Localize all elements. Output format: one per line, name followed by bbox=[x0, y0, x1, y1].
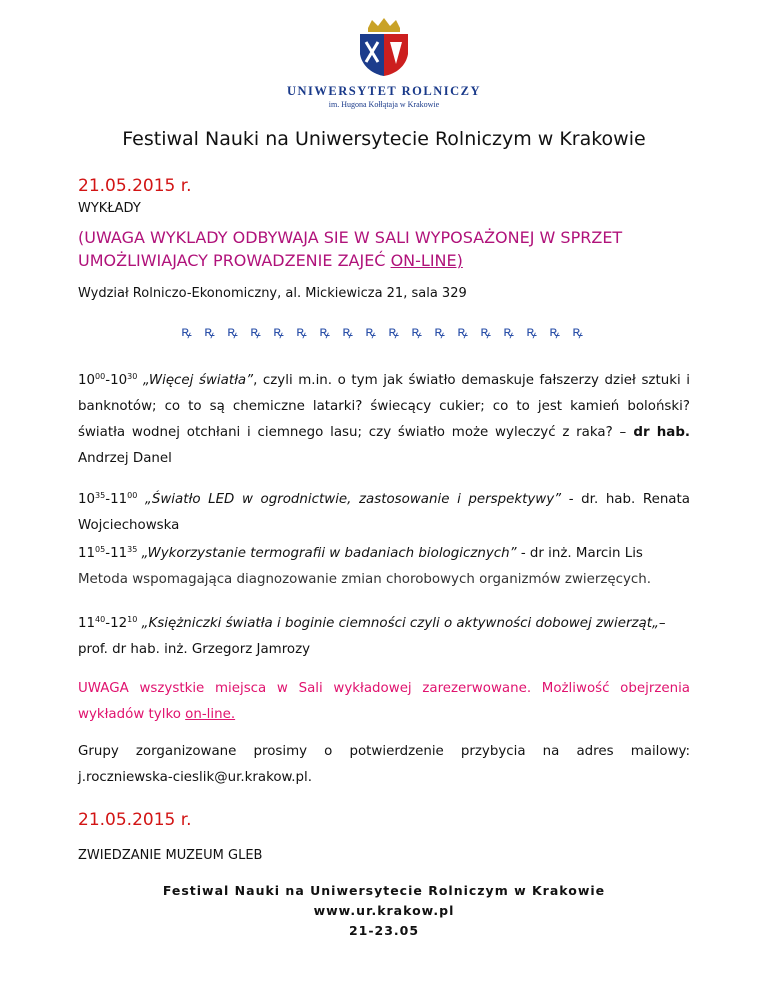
ornament-divider: ꝶ ꝶ ꝶ ꝶ ꝶ ꝶ ꝶ ꝶ ꝶ ꝶ ꝶ ꝶ ꝶ ꝶ ꝶ ꝶ ꝶ ꝶ bbox=[181, 324, 587, 340]
lecture-1 bbox=[78, 364, 690, 472]
notice-line1: (UWAGA WYKLADY ODBYWAJA SIE W SALI WYPOSAŻONEJ W SPRZET bbox=[78, 228, 623, 247]
reservation-warning bbox=[78, 676, 690, 728]
online-notice bbox=[78, 226, 690, 272]
university-name: UNIWERSYTET ROLNICZY bbox=[286, 84, 482, 98]
notice-online-link[interactable]: ON-LINE) bbox=[390, 251, 463, 270]
lecture-1-speaker: Andrzej Danel bbox=[78, 451, 172, 466]
notice-line2-prefix: UMOŻLIWIAJACY PROWADZENIE ZAJEĆ bbox=[78, 251, 391, 270]
lecture-3-speaker: dr inż. Marcin Lis bbox=[529, 546, 643, 561]
footer-dates: 21-23.05 bbox=[348, 923, 420, 938]
section2-date: 21.05.2015 r. bbox=[78, 810, 192, 830]
section1-category: WYKŁADY bbox=[78, 201, 141, 216]
lecture-4-title: „Księżniczki światła i boginie ciemności czyli o aktywności dobowej zwierząt„ bbox=[137, 616, 659, 631]
lecture-3: $11^{05}-11^{35}$ „Wykorzystanie termografii w badaniach biologicznych” - dr inż. Marcin Lis Metoda wspomagająca diagnozowanie zmian chorobowych organizmów zwierzęcych. bbox=[78, 537, 690, 593]
section1-date: 21.05.2015 r. bbox=[78, 176, 192, 196]
groups-email[interactable]: j.roczniewska-cieslik@ur.krakow.pl. bbox=[78, 770, 312, 785]
lecture-1-desc: , czyli m.in. o tym jak światło demaskuje fałszerzy dzieł sztuki i banknotów; co to są chemiczne latarki? świecący cukier; co to jest kamień boloński? światła wodnej otchłani i ciemnego lasu; czy światło może wyleczyć z raka? – bbox=[78, 373, 690, 440]
lecture-2: $10^{35}-11^{00}$ „Światło LED w ogrodnictwie, zastosowanie i perspektywy” - dr. hab. Renata Wojciechowska bbox=[78, 491, 690, 533]
notice-line2 bbox=[78, 249, 690, 272]
lecture-1-time: $10^{00}-10^{30}$ bbox=[78, 372, 138, 388]
footer-website[interactable]: www.ur.krakow.pl bbox=[313, 903, 455, 918]
university-crest-icon bbox=[354, 18, 414, 80]
lecture-3-time: $11^{05}-11^{35}$ bbox=[78, 545, 138, 561]
page-title: Festiwal Nauki na Uniwersytecie Rolniczym w Krakowie bbox=[122, 128, 646, 150]
lecture-2-title: „Światło LED w ogrodnictwie, zastosowanie i perspektywy” bbox=[137, 492, 562, 507]
groups-text: Grupy zorganizowane prosimy o potwierdzenie przybycia na adres mailowy: bbox=[78, 744, 690, 759]
university-logo bbox=[0, 18, 768, 109]
location: Wydział Rolniczo-Ekonomiczny, al. Mickiewicza 21, sala 329 bbox=[78, 286, 467, 301]
lecture-3-title: „Wykorzystanie termografii w badaniach biologicznych” bbox=[137, 546, 517, 561]
lecture-4-time: $11^{40}-12^{10}$ bbox=[78, 615, 138, 631]
lecture-2-time: $10^{35}-11^{00}$ bbox=[78, 491, 138, 507]
warning-online-link[interactable]: on-line. bbox=[185, 707, 236, 722]
section2-category: ZWIEDZANIE MUZEUM GLEB bbox=[78, 848, 263, 863]
footer-title: Festiwal Nauki na Uniwersytecie Rolniczym w Krakowie bbox=[162, 883, 606, 898]
warning-text: UWAGA wszystkie miejsca w Sali wykładowej zarezerwowane. Możliwość obejrzenia wykładów tylko bbox=[78, 681, 690, 722]
lecture-1-speaker-degree: dr hab. bbox=[626, 425, 690, 440]
lecture-4: $11^{40}-12^{10}$ „Księżniczki światła i boginie ciemności czyli o aktywności dobowej zwierząt„– prof. dr hab. inż. Grzegorz Jamrozy bbox=[78, 607, 690, 663]
lecture-2-speaker: dr. hab. Renata Wojciechowska bbox=[78, 492, 690, 533]
lecture-1-title: „Więcej światła” bbox=[137, 373, 254, 388]
lecture-3-extra: Metoda wspomagająca diagnozowanie zmian chorobowych organizmów zwierzęcych. bbox=[78, 572, 652, 587]
university-subtitle: im. Hugona Kołłątaja w Krakowie bbox=[328, 100, 440, 109]
lecture-4-speaker: prof. dr hab. inż. Grzegorz Jamrozy bbox=[78, 642, 311, 657]
